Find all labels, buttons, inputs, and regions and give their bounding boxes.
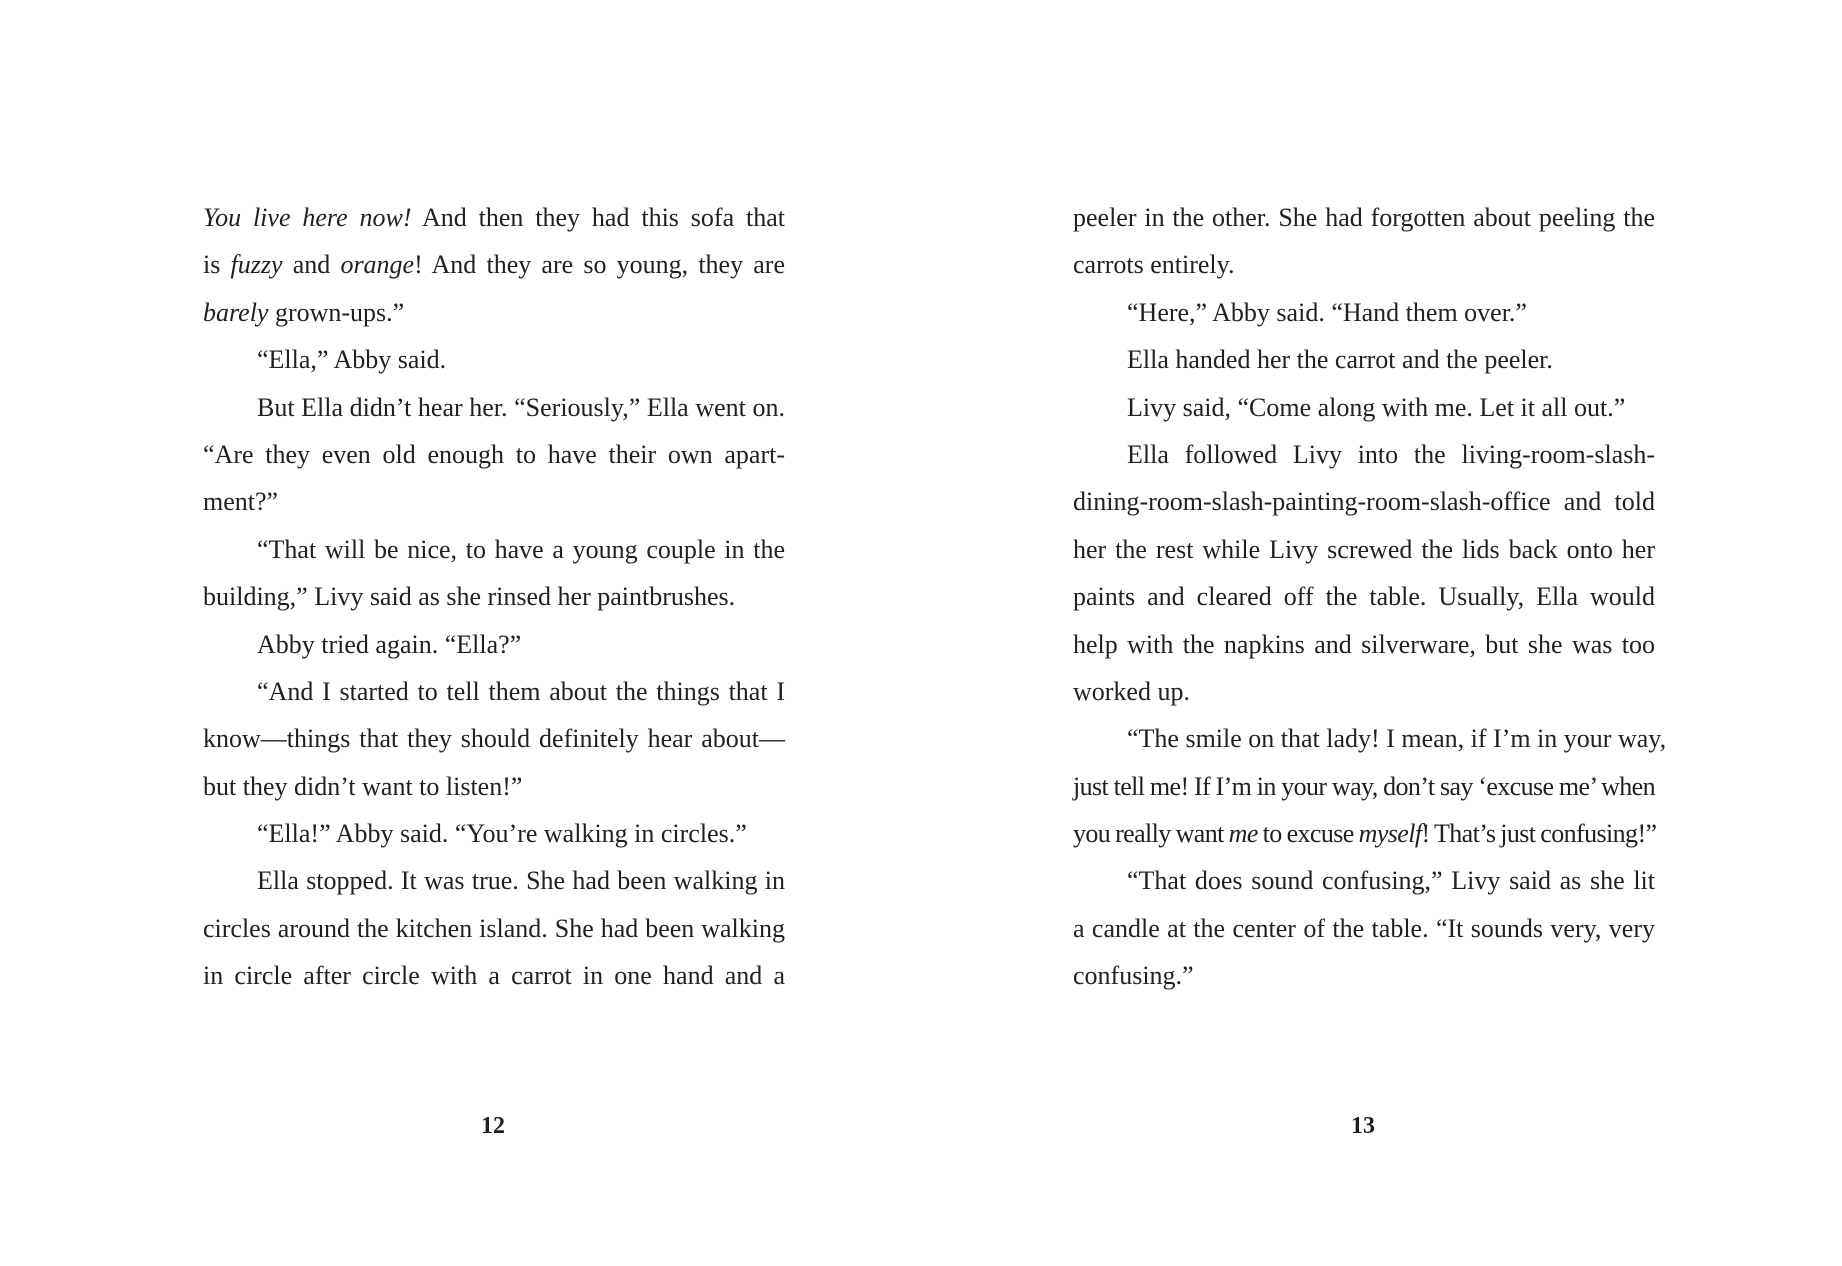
text-line	[203, 241, 785, 288]
text-line	[203, 526, 785, 573]
text-segment: “That does sound confusing,” Livy said as she lit	[1127, 866, 1655, 896]
text-line	[203, 336, 785, 383]
text-segment: “Ella!” Abby said. “You’re walking in circles.”	[257, 819, 747, 849]
text-segment: to excuse	[1257, 819, 1359, 849]
italic-text: barely	[203, 297, 269, 327]
text-line	[1073, 431, 1655, 478]
text-line	[203, 668, 785, 715]
text-segment: “Are they even old enough to have their own apart-	[203, 439, 785, 469]
text-segment: a candle at the center of the table. “It sounds very, very	[1073, 913, 1655, 943]
text-segment: “And I started to tell them about the things that I	[257, 676, 785, 706]
text-segment: worked up.	[1073, 676, 1190, 706]
text-segment: Abby tried again. “Ella?”	[257, 629, 522, 659]
italic-text: me	[1228, 819, 1258, 849]
text-segment: Ella stopped. It was true. She had been walking in	[257, 866, 785, 896]
text-line	[203, 431, 785, 478]
text-line	[1073, 668, 1655, 715]
text-line	[203, 478, 785, 525]
text-segment: “The smile on that lady! I mean, if I’m in your way,	[1127, 724, 1667, 754]
text-segment: ment?”	[203, 487, 279, 517]
text-segment: ! That’s just confusing!”	[1421, 819, 1657, 849]
text-line	[203, 573, 785, 620]
text-line	[203, 289, 785, 336]
text-segment: But Ella didn’t hear her. “Seriously,” Ella went on.	[257, 392, 785, 422]
text-line	[203, 384, 785, 431]
text-line	[203, 715, 785, 762]
text-line	[203, 810, 785, 857]
text-line	[1073, 857, 1655, 904]
text-line	[1073, 241, 1655, 288]
italic-text: myself	[1358, 819, 1422, 849]
text-line	[1073, 763, 1655, 810]
text-segment: circles around the kitchen island. She had been walking	[203, 913, 785, 943]
text-line	[1073, 621, 1655, 668]
text-line	[1073, 905, 1655, 952]
italic-text: You live here now!	[203, 203, 412, 232]
text-line	[203, 952, 785, 999]
text-line	[203, 194, 785, 241]
text-segment: and	[282, 250, 341, 280]
text-segment: in circle after circle with a carrot in one hand and a	[203, 961, 785, 991]
text-segment: her the rest while Livy screwed the lids back onto her	[1073, 534, 1655, 564]
text-segment: confusing.”	[1073, 961, 1194, 991]
text-line	[1073, 478, 1655, 525]
text-segment: but they didn’t want to listen!”	[203, 771, 523, 801]
text-segment: carrots entirely.	[1073, 250, 1235, 280]
text-line	[1073, 194, 1655, 241]
left-page-number: 12	[481, 1113, 505, 1139]
text-segment: paints and cleared off the table. Usually, Ella would	[1073, 582, 1655, 612]
text-segment: peeler in the other. She had forgotten about peeling the	[1073, 203, 1655, 232]
text-segment: “Here,” Abby said. “Hand them over.”	[1127, 297, 1527, 327]
text-segment: know—things that they should definitely hear about—	[203, 724, 785, 754]
text-segment: dining-room-slash-painting-room-slash-office and told	[1073, 487, 1655, 517]
text-segment: help with the napkins and silverware, but she was too	[1073, 629, 1655, 659]
left-page-text	[203, 194, 785, 1000]
text-segment: grown-ups.”	[268, 297, 405, 327]
text-line	[1073, 336, 1655, 383]
text-line	[1073, 526, 1655, 573]
text-segment: Livy said, “Come along with me. Let it all out.”	[1127, 392, 1626, 422]
text-line	[203, 621, 785, 668]
text-segment: building,” Livy said as she rinsed her paintbrushes.	[203, 582, 736, 612]
text-line	[1073, 810, 1655, 857]
text-line	[203, 857, 785, 904]
italic-text: fuzzy	[230, 250, 283, 280]
text-line	[1073, 289, 1655, 336]
text-segment: just tell me! If I’m in your way, don’t say ‘excuse me’ when	[1073, 771, 1655, 801]
text-line	[1073, 384, 1655, 431]
text-segment: Ella followed Livy into the living-room-slash-	[1127, 439, 1655, 469]
right-page-text	[1073, 194, 1667, 1000]
right-page-number: 13	[1351, 1113, 1375, 1139]
text-line	[1073, 573, 1655, 620]
text-line	[203, 763, 785, 810]
text-segment: is	[203, 250, 231, 280]
text-segment: And then they had this sofa that	[411, 203, 785, 232]
text-segment: Ella handed her the carrot and the peeler.	[1127, 345, 1553, 375]
text-segment: “Ella,” Abby said.	[257, 345, 447, 375]
text-line	[1073, 952, 1655, 999]
italic-text: orange	[340, 250, 415, 280]
text-segment: “That will be nice, to have a young couple in the	[257, 534, 785, 564]
text-line	[203, 905, 785, 952]
text-segment: you really want	[1073, 819, 1229, 849]
text-segment: ! And they are so young, they are	[414, 250, 786, 280]
text-line	[1073, 715, 1667, 762]
